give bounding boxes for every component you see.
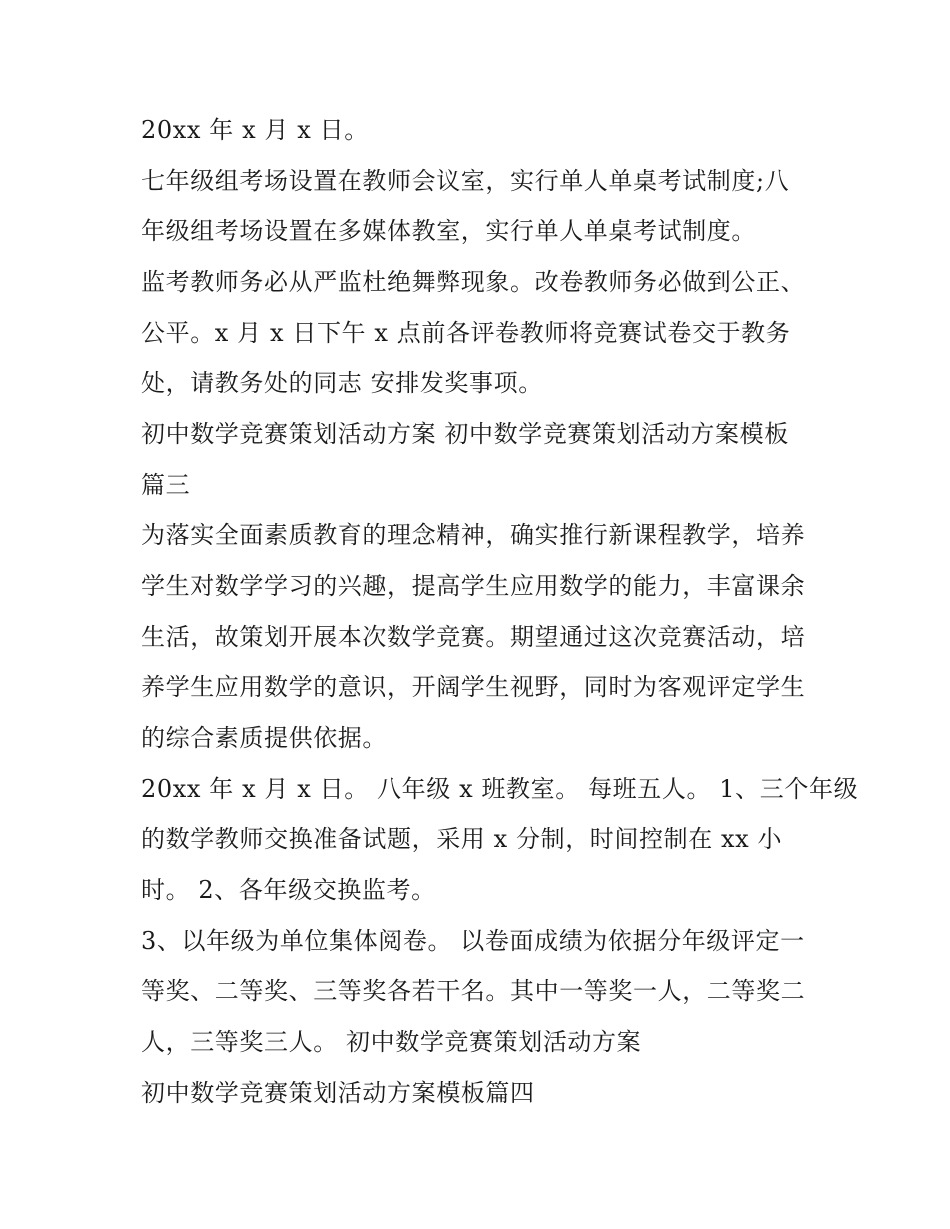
text-line: 时。 2、各年级交换监考。 <box>141 876 436 904</box>
text-line: 处，请教务处的同志 安排发奖事项。 <box>141 369 543 397</box>
text-line: 监考教师务必从严监杜绝舞弊现象。改卷教师务必做到公正、 <box>141 268 806 296</box>
text-line: 的综合素质提供依据。 <box>141 724 387 752</box>
section-heading: 初中数学竞赛策划活动方案模板篇四 <box>141 1079 535 1107</box>
text-line: 20xx 年 x 月 x 日。 <box>141 116 369 144</box>
text-line: 3、以年级为单位集体阅卷。 以卷面成绩为依据分年级评定一 <box>141 927 805 955</box>
text-line: 年级组考场设置在多媒体教室，实行单人单桌考试制度。 <box>141 217 756 245</box>
section-heading: 初中数学竞赛策划活动方案 初中数学竞赛策划活动方案模板 <box>141 420 789 448</box>
section-heading: 篇三 <box>141 471 191 499</box>
text-line: 养学生应用数学的意识，开阔学生视野，同时为客观评定学生 <box>141 673 806 701</box>
text-line: 为落实全面素质教育的理念精神，确实推行新课程教学，培养 <box>141 521 806 549</box>
text-line: 生活，故策划开展本次数学竞赛。期望通过这次竞赛活动，培 <box>141 623 806 651</box>
text-line: 等奖、二等奖、三等奖各若干名。其中一等奖一人，二等奖二 <box>141 977 806 1005</box>
text-line: 七年级组考场设置在教师会议室，实行单人单桌考试制度;八 <box>141 167 790 195</box>
text-line: 的数学教师交换准备试题，采用 x 分制，时间控制在 xx 小 <box>141 825 783 853</box>
text-line: 20xx 年 x 月 x 日。 八年级 x 班教室。 每班五人。 1、三个年级 <box>141 775 859 803</box>
text-line: 公平。x 月 x 日下午 x 点前各评卷教师将竞赛试卷交于教务 <box>141 319 791 347</box>
text-line: 学生对数学学习的兴趣，提高学生应用数学的能力，丰富课余 <box>141 572 806 600</box>
text-line: 人，三等奖三人。 初中数学竞赛策划活动方案 <box>141 1028 642 1056</box>
